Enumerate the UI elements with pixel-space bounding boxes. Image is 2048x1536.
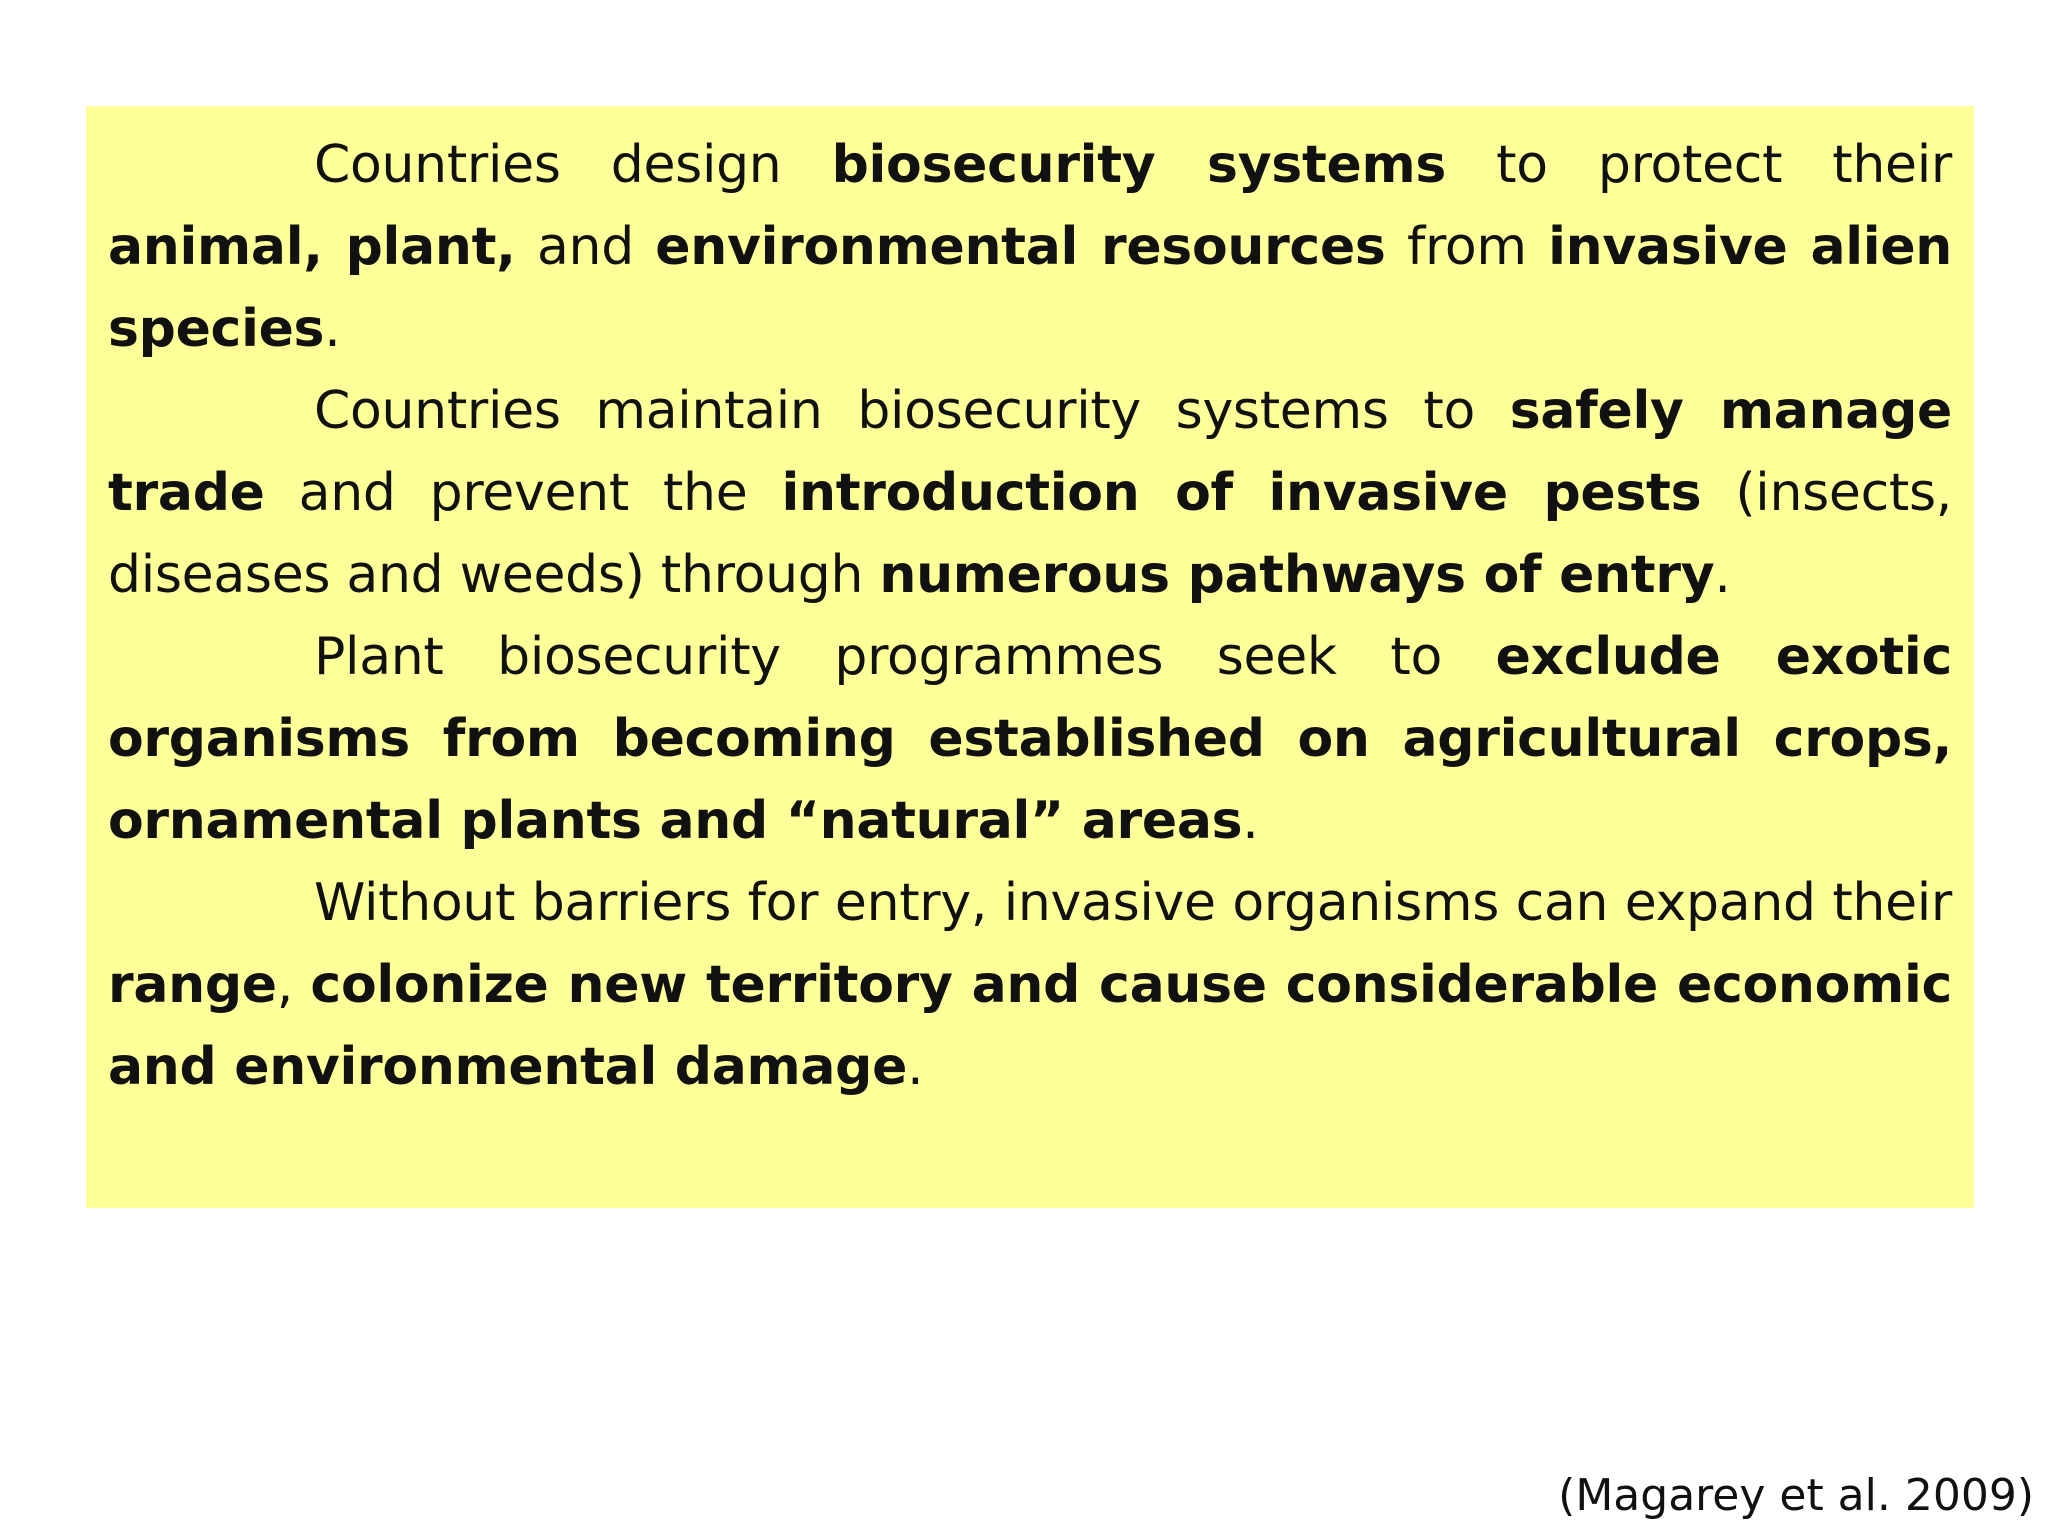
citation: (Magarey et al. 2009) [1558,1470,2034,1521]
bold-text-segment: environmental resources [655,217,1386,277]
highlighted-text-box [86,106,1974,1208]
bold-text-segment: range [108,955,277,1015]
bold-text-segment: colonize new territory and cause considerable economic and environmental damage [108,955,1952,1097]
bold-text-segment: biosecurity systems [831,135,1447,195]
text-segment: Countries maintain biosecurity systems to [314,381,1510,441]
text-segment: . [1242,791,1259,851]
text-segment: Plant biosecurity programmes seek to [314,627,1496,687]
text-segment: . [324,299,341,359]
text-segment: and [515,217,656,277]
text-segment: (insects, diseases and weeds) through [108,463,1952,605]
bold-text-segment: safely manage trade [108,381,1952,523]
text-segment: Countries design [314,135,832,195]
bold-text-segment: exclude exotic organisms from becoming established on agricultural crops, ornamental plants and “natural” areas [108,627,1952,851]
paragraph-safely-manage-trade [108,370,1952,616]
text-segment: . [1714,545,1731,605]
text-segment: and prevent the [264,463,782,523]
text-segment: from [1385,217,1549,277]
text-segment: . [907,1037,924,1097]
bold-text-segment: numerous pathways of entry [879,545,1715,605]
paragraph-plant-biosecurity [108,616,1952,862]
bold-text-segment: introduction of invasive pests [781,463,1702,523]
text-segment: , [276,955,311,1015]
text-segment: Without barriers for entry, invasive organisms can expand their [314,873,1952,933]
paragraph-biosecurity-systems [108,124,1952,370]
paragraph-barriers-for-entry [108,862,1952,1108]
bold-text-segment: invasive alien species [108,217,1952,359]
text-segment: to protect their [1446,135,1952,195]
bold-text-segment: animal, plant, [108,217,516,277]
